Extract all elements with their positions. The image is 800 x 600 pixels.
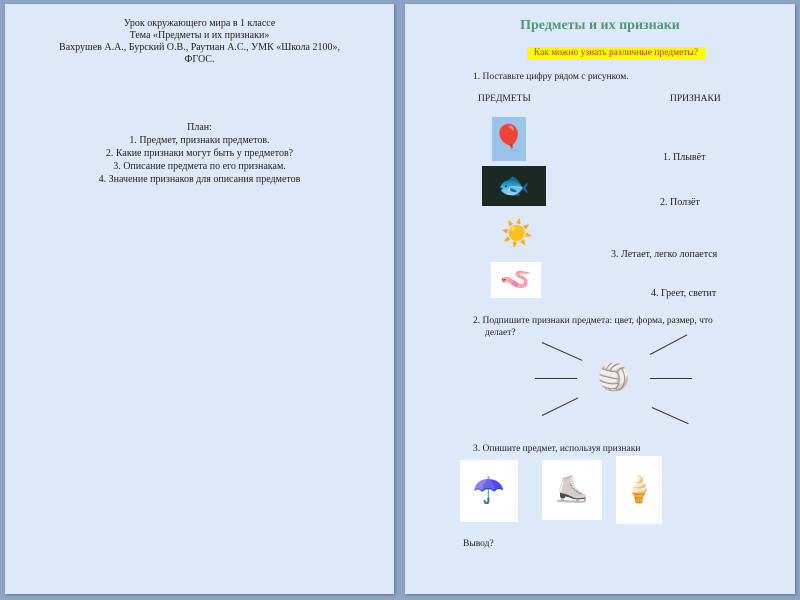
feature-3: 3. Летает, легко лопается (611, 249, 718, 260)
right-page (405, 4, 795, 594)
answer-line (542, 398, 578, 416)
task-2-line-1: 2. Подпишите признаки предмета: цвет, форма, размер, что (473, 316, 713, 326)
umbrella-image: ☂️ (460, 460, 518, 522)
column-features: ПРИЗНАКИ (670, 94, 721, 104)
task-3: 3. Опишите предмет, используя признаки (473, 444, 641, 454)
answer-line (535, 378, 577, 379)
feature-2: 2. Ползёт (660, 197, 700, 208)
plan-item: 1. Предмет, признаки предметов. (129, 135, 270, 146)
conclusion: Вывод? (463, 539, 494, 549)
plan-title: План: (187, 122, 212, 133)
task-1: 1. Поставьте цифру рядом с рисунком. (473, 72, 629, 82)
sun-image: ☀️ (500, 219, 534, 248)
left-page (5, 4, 394, 594)
feature-1: 1. Плывёт (663, 152, 706, 163)
page-title: Предметы и их признаки (520, 18, 680, 33)
question-highlight: Как можно узнать различные предметы? (527, 47, 705, 60)
feature-4: 4. Греет, светит (651, 288, 717, 299)
plan-item: 2. Какие признаки могут быть у предметов? (105, 148, 294, 159)
task-2-line-2: делает? (485, 328, 516, 338)
header-line-4: ФГОС. (184, 54, 215, 65)
header-line-1: Урок окружающего мира в 1 классе (123, 18, 276, 29)
fish-image: 🐟 (482, 166, 546, 206)
answer-line (652, 407, 689, 424)
answer-line (650, 334, 688, 355)
header-line-2: Тема «Предметы и их признаки» (129, 30, 270, 41)
ball-image: 🏐 (597, 363, 631, 392)
worm-image: 🪱 (491, 262, 541, 298)
answer-line (650, 378, 692, 379)
skate-image: ⛸️ (542, 460, 602, 520)
answer-line (542, 342, 583, 361)
plan-item: 4. Значение признаков для описания предметов (98, 174, 301, 185)
column-objects: ПРЕДМЕТЫ (478, 94, 531, 104)
balloons-image: 🎈 (492, 117, 526, 161)
header-line-3: Вахрушев А.А., Бурский О.В., Раутиан А.С., УМК «Школа 2100», (59, 42, 340, 53)
plan-item: 3. Описание предмета по его признакам. (113, 161, 286, 172)
ice-cream-image: 🍦 (616, 456, 662, 524)
